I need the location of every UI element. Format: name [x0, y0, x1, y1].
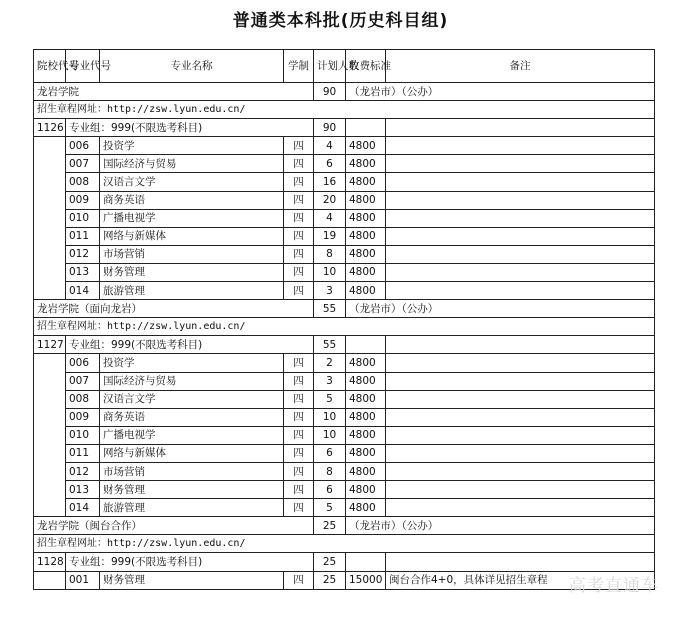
- major-row: [34, 426, 655, 444]
- group-label: 专业组：999(不限选考科目): [66, 553, 314, 571]
- major-fee: 4800: [346, 245, 386, 263]
- major-name: 网络与新媒体: [100, 227, 284, 245]
- header-duration: 学制: [284, 50, 314, 83]
- school-note: （龙岩市）（公办）: [346, 83, 655, 101]
- major-duration: 四: [284, 390, 314, 408]
- major-note: [386, 444, 655, 462]
- major-duration: 四: [284, 354, 314, 372]
- major-duration: 四: [284, 191, 314, 209]
- major-fee: 4800: [346, 155, 386, 173]
- major-fee: 4800: [346, 282, 386, 300]
- major-duration: 四: [284, 444, 314, 462]
- major-plan: 19: [314, 227, 346, 245]
- group-label: 专业组：999(不限选考科目): [66, 119, 314, 137]
- major-plan: 4: [314, 137, 346, 155]
- major-note: [386, 137, 655, 155]
- major-code: 007: [66, 372, 100, 390]
- major-fee: 4800: [346, 499, 386, 517]
- major-note: [386, 372, 655, 390]
- major-row: [34, 209, 655, 227]
- major-fee: 4800: [346, 390, 386, 408]
- header-plan: 计划人数: [314, 50, 346, 83]
- school-name: 龙岩学院（闽台合作）: [34, 517, 314, 535]
- major-plan: 10: [314, 263, 346, 281]
- major-code: 007: [66, 155, 100, 173]
- header-fee: 收费标准: [346, 50, 386, 83]
- group-label: 专业组：999(不限选考科目): [66, 336, 314, 354]
- school-plan: 25: [314, 517, 346, 535]
- major-fee: 4800: [346, 426, 386, 444]
- major-fee: 4800: [346, 372, 386, 390]
- major-row: [34, 372, 655, 390]
- major-row: [34, 499, 655, 517]
- group-row: [34, 553, 655, 571]
- major-fee: 4800: [346, 173, 386, 191]
- group-note-empty: [386, 336, 655, 354]
- school-row: [34, 300, 655, 318]
- major-name: 旅游管理: [100, 282, 284, 300]
- major-fee: 4800: [346, 209, 386, 227]
- header-major-code: 专业代号: [66, 50, 100, 83]
- major-fee: 4800: [346, 481, 386, 499]
- major-plan: 3: [314, 372, 346, 390]
- major-fee: 15000: [346, 571, 386, 589]
- major-code: 013: [66, 481, 100, 499]
- major-duration: 四: [284, 137, 314, 155]
- major-plan: 10: [314, 426, 346, 444]
- school-plan: 90: [314, 83, 346, 101]
- major-row: [34, 137, 655, 155]
- major-name: 网络与新媒体: [100, 444, 284, 462]
- major-duration: 四: [284, 499, 314, 517]
- group-code: 1126: [34, 119, 66, 137]
- major-row: [34, 571, 655, 589]
- major-name: 商务英语: [100, 408, 284, 426]
- major-plan: 6: [314, 444, 346, 462]
- major-plan: 25: [314, 571, 346, 589]
- major-note: [386, 408, 655, 426]
- group-note-empty: [386, 119, 655, 137]
- school-code-empty: [34, 137, 66, 300]
- major-note: [386, 155, 655, 173]
- major-note: [386, 227, 655, 245]
- major-name: 市场营销: [100, 462, 284, 480]
- major-code: 013: [66, 263, 100, 281]
- major-plan: 5: [314, 390, 346, 408]
- major-code: 011: [66, 444, 100, 462]
- website-row: [34, 101, 655, 119]
- major-fee: 4800: [346, 408, 386, 426]
- major-plan: 3: [314, 282, 346, 300]
- major-note: [386, 426, 655, 444]
- school-plan: 55: [314, 300, 346, 318]
- major-name: 汉语言文学: [100, 173, 284, 191]
- major-fee: 4800: [346, 354, 386, 372]
- group-plan: 55: [314, 336, 346, 354]
- major-code: 012: [66, 245, 100, 263]
- website-text: 招生章程网址：http://zsw.lyun.edu.cn/: [34, 535, 655, 553]
- major-row: [34, 462, 655, 480]
- major-code: 012: [66, 462, 100, 480]
- major-fee: 4800: [346, 444, 386, 462]
- major-fee: 4800: [346, 191, 386, 209]
- group-row: [34, 336, 655, 354]
- school-row: [34, 83, 655, 101]
- major-row: [34, 155, 655, 173]
- group-fee-empty: [346, 336, 386, 354]
- major-name: 汉语言文学: [100, 390, 284, 408]
- major-note: [386, 499, 655, 517]
- major-name: 财务管理: [100, 263, 284, 281]
- header-major-name: 专业名称: [100, 50, 284, 83]
- major-plan: 8: [314, 462, 346, 480]
- major-fee: 4800: [346, 227, 386, 245]
- major-name: 国际经济与贸易: [100, 155, 284, 173]
- school-code-empty: [34, 354, 66, 517]
- header-row: [34, 50, 655, 83]
- major-code: 010: [66, 209, 100, 227]
- major-plan: 5: [314, 499, 346, 517]
- group-code: 1127: [34, 336, 66, 354]
- major-row: [34, 481, 655, 499]
- group-note-empty: [386, 553, 655, 571]
- major-note: [386, 282, 655, 300]
- major-note: [386, 191, 655, 209]
- major-duration: 四: [284, 227, 314, 245]
- major-code: 010: [66, 426, 100, 444]
- major-plan: 6: [314, 481, 346, 499]
- major-row: [34, 173, 655, 191]
- major-code: 006: [66, 137, 100, 155]
- major-note: [386, 263, 655, 281]
- major-duration: 四: [284, 462, 314, 480]
- major-duration: 四: [284, 245, 314, 263]
- major-duration: 四: [284, 209, 314, 227]
- major-name: 投资学: [100, 354, 284, 372]
- major-plan: 10: [314, 408, 346, 426]
- major-note: 闽台合作4+0，具体详见招生章程: [386, 571, 655, 589]
- major-name: 投资学: [100, 137, 284, 155]
- major-plan: 16: [314, 173, 346, 191]
- group-fee-empty: [346, 119, 386, 137]
- group-row: [34, 119, 655, 137]
- website-row: [34, 535, 655, 553]
- school-name: 龙岩学院（面向龙岩）: [34, 300, 314, 318]
- major-code: 008: [66, 173, 100, 191]
- major-name: 商务英语: [100, 191, 284, 209]
- major-name: 市场营销: [100, 245, 284, 263]
- major-note: [386, 481, 655, 499]
- group-code: 1128: [34, 553, 66, 571]
- major-duration: 四: [284, 155, 314, 173]
- major-row: [34, 263, 655, 281]
- major-code: 009: [66, 408, 100, 426]
- major-name: 广播电视学: [100, 426, 284, 444]
- major-fee: 4800: [346, 263, 386, 281]
- major-name: 广播电视学: [100, 209, 284, 227]
- header-school-code: 院校代号: [34, 50, 66, 83]
- major-fee: 4800: [346, 462, 386, 480]
- header-note: 备注: [386, 50, 655, 83]
- major-duration: 四: [284, 481, 314, 499]
- major-plan: 8: [314, 245, 346, 263]
- major-duration: 四: [284, 426, 314, 444]
- major-plan: 2: [314, 354, 346, 372]
- major-code: 009: [66, 191, 100, 209]
- website-text: 招生章程网址：http://zsw.lyun.edu.cn/: [34, 318, 655, 336]
- major-note: [386, 390, 655, 408]
- major-note: [386, 245, 655, 263]
- major-name: 财务管理: [100, 571, 284, 589]
- school-row: [34, 517, 655, 535]
- major-note: [386, 354, 655, 372]
- school-note: （龙岩市）（公办）: [346, 517, 655, 535]
- major-note: [386, 462, 655, 480]
- major-row: [34, 408, 655, 426]
- major-duration: 四: [284, 282, 314, 300]
- major-row: [34, 282, 655, 300]
- group-fee-empty: [346, 553, 386, 571]
- major-name: 国际经济与贸易: [100, 372, 284, 390]
- major-row: [34, 354, 655, 372]
- major-row: [34, 390, 655, 408]
- major-row: [34, 444, 655, 462]
- school-code-empty: [34, 571, 66, 589]
- major-plan: 6: [314, 155, 346, 173]
- major-note: [386, 173, 655, 191]
- major-duration: 四: [284, 408, 314, 426]
- major-row: [34, 227, 655, 245]
- major-plan: 4: [314, 209, 346, 227]
- school-note: （龙岩市）（公办）: [346, 300, 655, 318]
- major-code: 014: [66, 282, 100, 300]
- major-code: 014: [66, 499, 100, 517]
- major-name: 旅游管理: [100, 499, 284, 517]
- website-row: [34, 318, 655, 336]
- major-duration: 四: [284, 263, 314, 281]
- major-name: 财务管理: [100, 481, 284, 499]
- website-text: 招生章程网址：http://zsw.lyun.edu.cn/: [34, 101, 655, 119]
- school-name: 龙岩学院: [34, 83, 314, 101]
- major-plan: 20: [314, 191, 346, 209]
- major-code: 001: [66, 571, 100, 589]
- major-code: 006: [66, 354, 100, 372]
- major-duration: 四: [284, 173, 314, 191]
- major-duration: 四: [284, 372, 314, 390]
- major-row: [34, 191, 655, 209]
- major-duration: 四: [284, 571, 314, 589]
- major-note: [386, 209, 655, 227]
- major-code: 011: [66, 227, 100, 245]
- major-row: [34, 245, 655, 263]
- major-fee: 4800: [346, 137, 386, 155]
- group-plan: 25: [314, 553, 346, 571]
- admission-table: [33, 49, 655, 590]
- group-plan: 90: [314, 119, 346, 137]
- page-title: 普通类本科批(历史科目组): [232, 11, 449, 31]
- major-code: 008: [66, 390, 100, 408]
- watermark: 高考直通车: [569, 576, 659, 596]
